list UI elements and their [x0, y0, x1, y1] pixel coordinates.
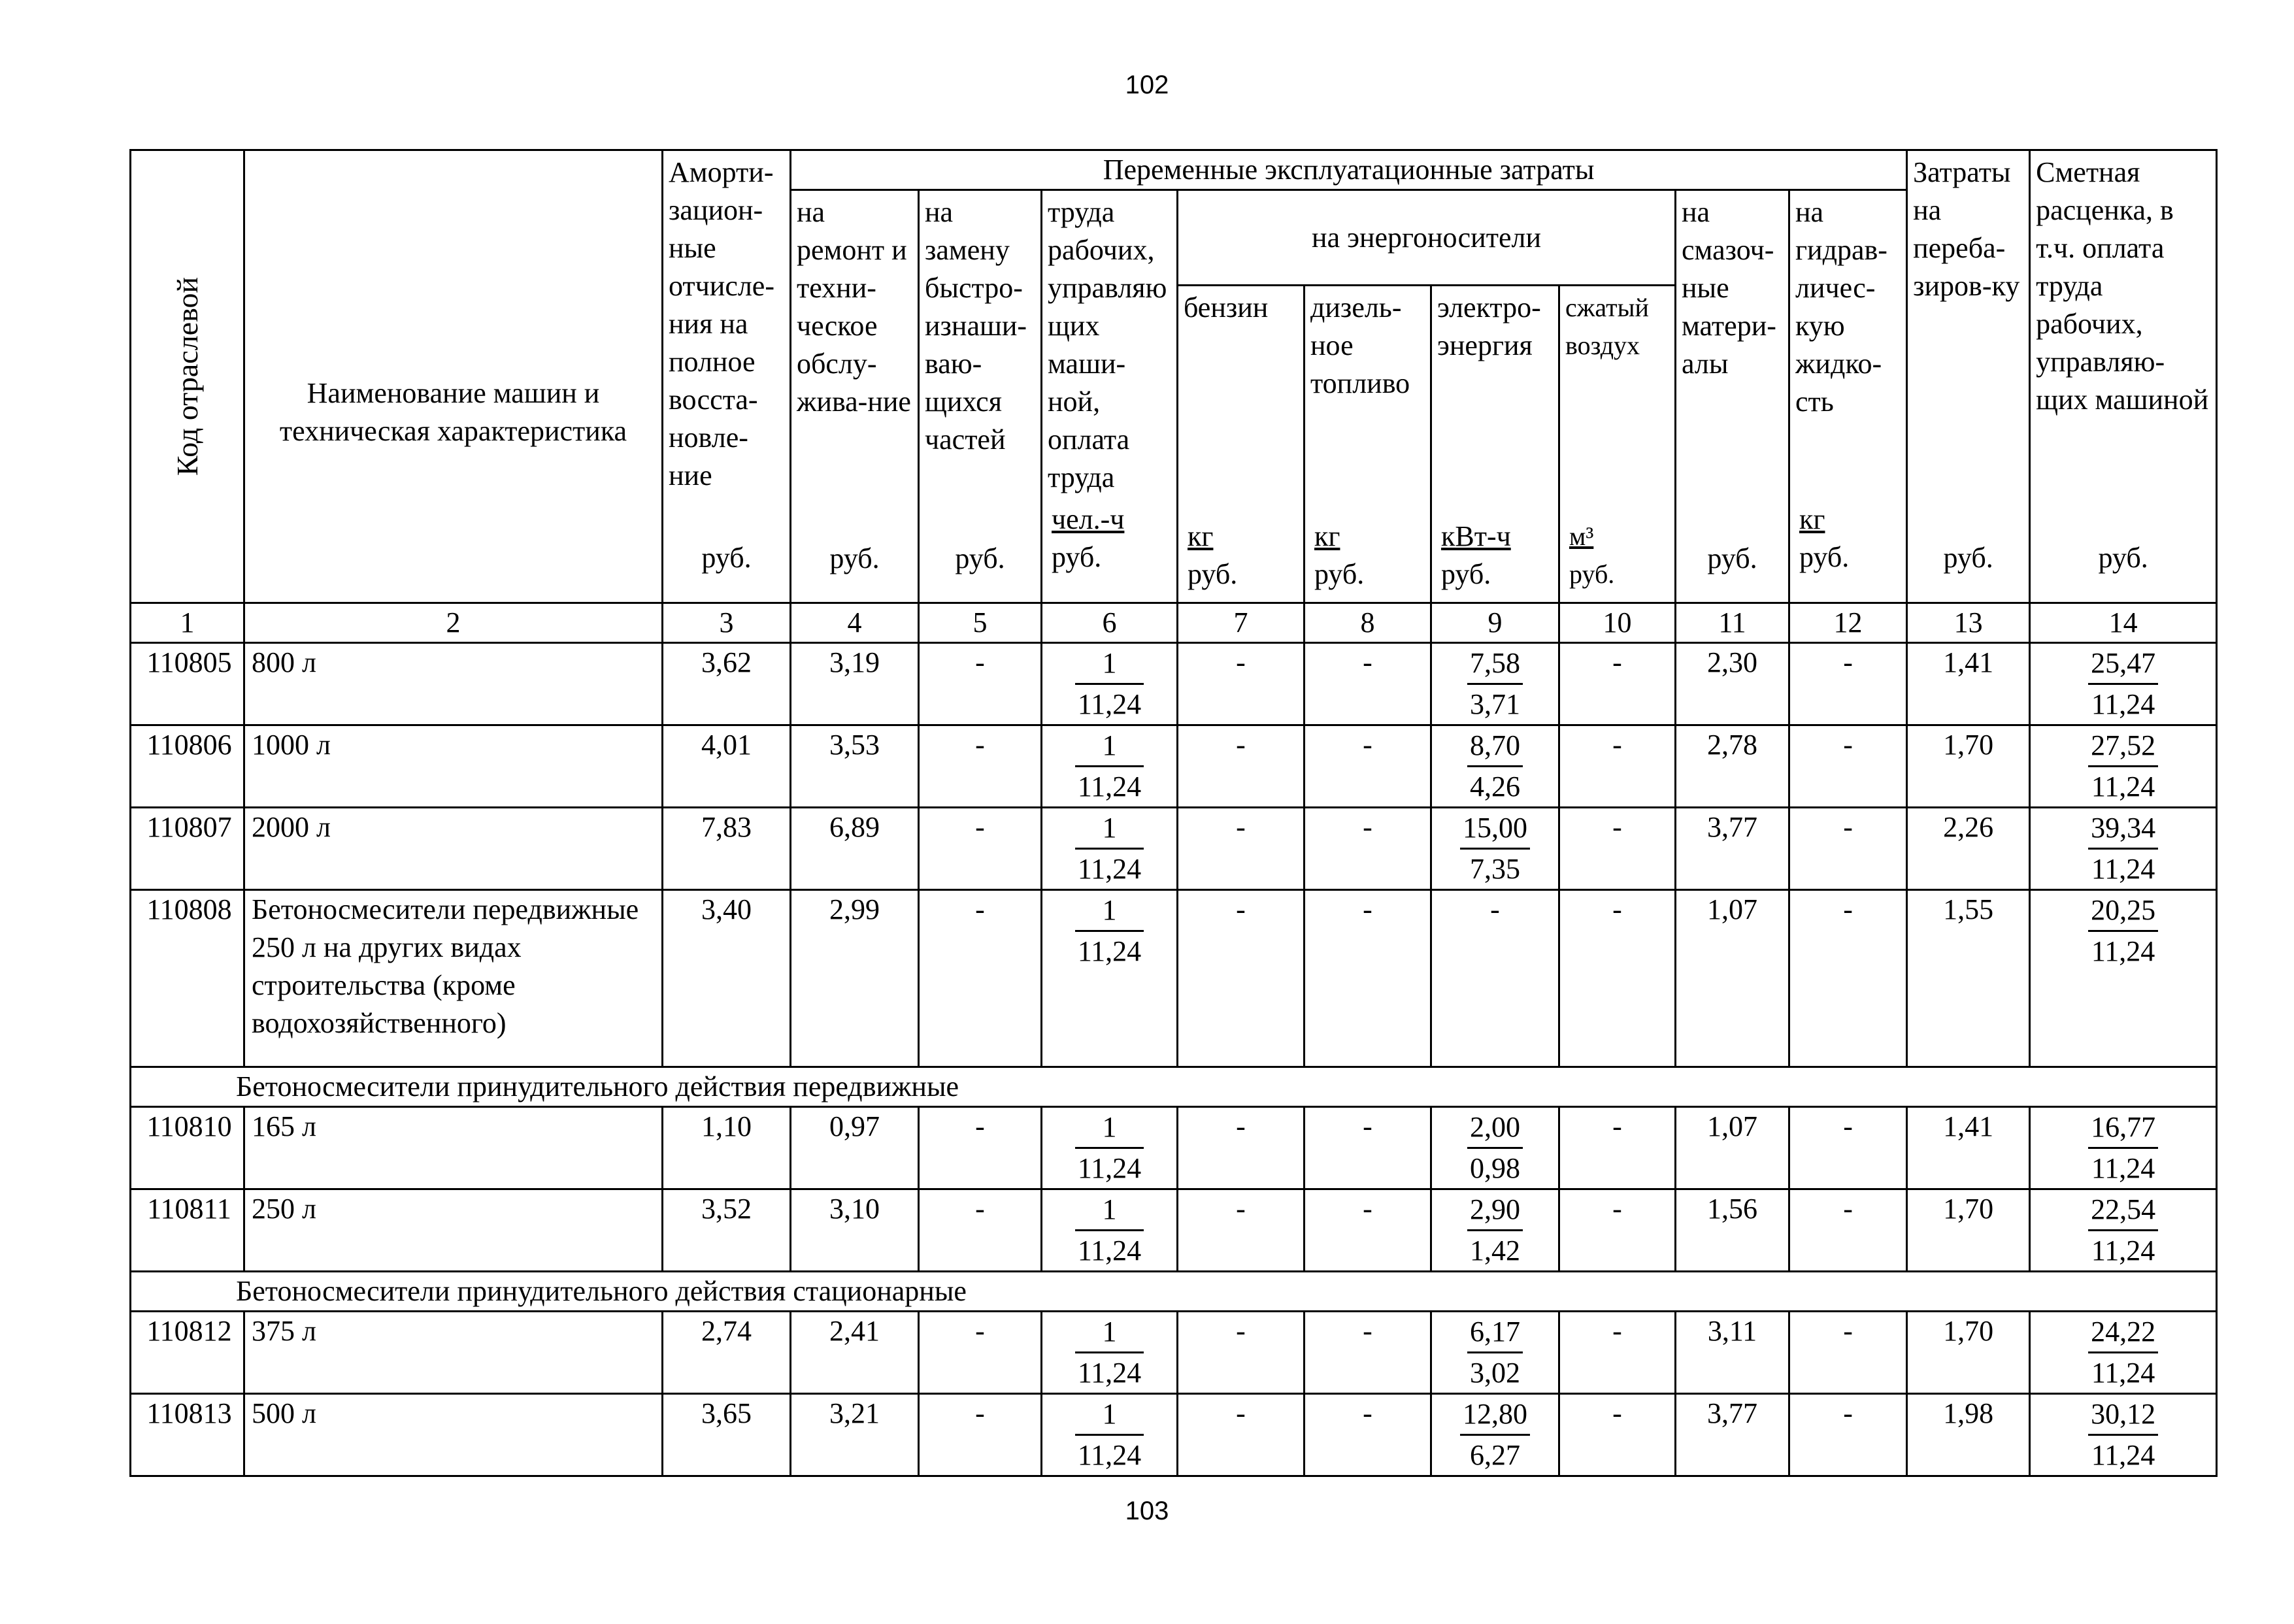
electric-value-denominator: 1,42 — [1470, 1235, 1520, 1267]
rebase-value: 1,41 — [1907, 643, 2030, 725]
estimate-value-denominator: 11,24 — [2091, 1357, 2155, 1389]
rebase-value: 1,41 — [1907, 1107, 2030, 1189]
column-number-row — [131, 603, 2217, 643]
lube-value: 2,78 — [1676, 725, 1789, 808]
section-row — [131, 1272, 2217, 1312]
estimate-value-denominator: 11,24 — [2091, 935, 2155, 967]
amortization-value: 2,74 — [663, 1312, 791, 1394]
column-number: 3 — [663, 603, 791, 643]
column-number: 1 — [131, 603, 244, 643]
labor-value — [1042, 643, 1178, 725]
diesel-value: - — [1305, 1312, 1431, 1394]
electric-value — [1431, 1107, 1559, 1189]
machine-code: 110812 — [131, 1312, 244, 1394]
header-lube: на смазоч-ные матери-алы руб. — [1676, 190, 1789, 603]
electric-value — [1431, 725, 1559, 808]
labor-value-denominator: 11,24 — [1077, 935, 1142, 967]
page-number-bottom: 103 — [1125, 1497, 1169, 1525]
labor-value-numerator: 1 — [1075, 644, 1144, 685]
diesel-value: - — [1305, 643, 1431, 725]
header-energy: на энергоносители — [1178, 190, 1676, 286]
diesel-value: - — [1305, 1394, 1431, 1476]
section-row — [131, 1067, 2217, 1107]
diesel-value: - — [1305, 725, 1431, 808]
machine-cost-table — [129, 149, 2218, 1477]
amortization-value: 3,62 — [663, 643, 791, 725]
replace-value: - — [919, 890, 1042, 1067]
table-row — [131, 643, 2217, 725]
petrol-value: - — [1178, 1394, 1305, 1476]
machine-code: 110811 — [131, 1189, 244, 1272]
estimate-value — [2030, 1189, 2217, 1272]
petrol-value: - — [1178, 643, 1305, 725]
lube-value: 3,77 — [1676, 808, 1789, 890]
machine-name: 800 л — [244, 643, 663, 725]
repair-value: 0,97 — [791, 1107, 919, 1189]
rebase-value: 1,98 — [1907, 1394, 2030, 1476]
amortization-value: 3,40 — [663, 890, 791, 1067]
rebase-value: 1,70 — [1907, 725, 2030, 808]
hydraulic-value: - — [1789, 1394, 1907, 1476]
petrol-value: - — [1178, 725, 1305, 808]
machine-name: 1000 л — [244, 725, 663, 808]
repair-value: 2,41 — [791, 1312, 919, 1394]
amortization-value: 3,52 — [663, 1189, 791, 1272]
column-number: 5 — [919, 603, 1042, 643]
machine-name: 250 л — [244, 1189, 663, 1272]
machine-name: 500 л — [244, 1394, 663, 1476]
air-value: - — [1559, 890, 1676, 1067]
diesel-value: - — [1305, 808, 1431, 890]
estimate-value — [2030, 1312, 2217, 1394]
labor-value — [1042, 890, 1178, 1067]
replace-value: - — [919, 1189, 1042, 1272]
replace-value: - — [919, 1107, 1042, 1189]
header-labor: труда рабочих, управляю щих маши-ной, оплата труда $\frac{\text{чел.-ч}}{\text{руб.}}$ — [1042, 190, 1178, 603]
column-number: 8 — [1305, 603, 1431, 643]
labor-value — [1042, 1189, 1178, 1272]
air-value: - — [1559, 1107, 1676, 1189]
machine-name: 375 л — [244, 1312, 663, 1394]
estimate-value — [2030, 1394, 2217, 1476]
machine-code: 110808 — [131, 890, 244, 1067]
electric-value-numerator: 2,90 — [1467, 1190, 1523, 1231]
lube-value: 1,56 — [1676, 1189, 1789, 1272]
electric-value — [1431, 1312, 1559, 1394]
lube-value: 1,07 — [1676, 890, 1789, 1067]
labor-value — [1042, 1312, 1178, 1394]
column-number: 11 — [1676, 603, 1789, 643]
electric-value-denominator: 3,71 — [1470, 688, 1520, 720]
air-value: - — [1559, 1189, 1676, 1272]
labor-value-numerator: 1 — [1075, 1190, 1144, 1231]
header-replace: на замену быстро-изнаши-ваю-щихся частей руб. — [919, 190, 1042, 603]
hydraulic-value: - — [1789, 643, 1907, 725]
electric-value-denominator: 3,02 — [1470, 1357, 1520, 1389]
estimate-value-numerator: 30,12 — [2088, 1395, 2158, 1436]
diesel-value: - — [1305, 1107, 1431, 1189]
column-number: 4 — [791, 603, 919, 643]
air-value: - — [1559, 1312, 1676, 1394]
air-value: - — [1559, 725, 1676, 808]
lube-value: 3,77 — [1676, 1394, 1789, 1476]
rebase-value: 1,70 — [1907, 1312, 2030, 1394]
column-number: 7 — [1178, 603, 1305, 643]
header-name: Наименование машин и техническая характеристика — [244, 150, 663, 603]
rebase-value: 1,55 — [1907, 890, 2030, 1067]
labor-value-denominator: 11,24 — [1077, 1152, 1142, 1184]
hydraulic-value: - — [1789, 890, 1907, 1067]
machine-code: 110807 — [131, 808, 244, 890]
estimate-value-denominator: 11,24 — [2091, 1439, 2155, 1471]
replace-value: - — [919, 1312, 1042, 1394]
estimate-value-denominator: 11,24 — [2091, 853, 2155, 885]
estimate-value-denominator: 11,24 — [2091, 1152, 2155, 1184]
diesel-value: - — [1305, 1189, 1431, 1272]
electric-value-denominator: 6,27 — [1470, 1439, 1520, 1471]
labor-value-denominator: 11,24 — [1077, 771, 1142, 803]
repair-value: 3,21 — [791, 1394, 919, 1476]
labor-value-numerator: 1 — [1075, 891, 1144, 932]
air-value: - — [1559, 1394, 1676, 1476]
column-number: 12 — [1789, 603, 1907, 643]
estimate-value — [2030, 725, 2217, 808]
estimate-value-numerator: 20,25 — [2088, 891, 2158, 932]
petrol-value: - — [1178, 808, 1305, 890]
labor-value — [1042, 1107, 1178, 1189]
replace-value: - — [919, 1394, 1042, 1476]
lube-value: 2,30 — [1676, 643, 1789, 725]
labor-value — [1042, 725, 1178, 808]
column-number: 2 — [244, 603, 663, 643]
repair-value: 3,10 — [791, 1189, 919, 1272]
estimate-value — [2030, 1107, 2217, 1189]
header-repair: на ремонт и техни-ческое обслу-жива-ние руб. — [791, 190, 919, 603]
machine-name: 165 л — [244, 1107, 663, 1189]
estimate-value — [2030, 890, 2217, 1067]
table-row — [131, 725, 2217, 808]
electric-value-numerator: 2,00 — [1467, 1108, 1523, 1149]
column-number: 13 — [1907, 603, 2030, 643]
replace-value: - — [919, 643, 1042, 725]
electric-value-denominator: 7,35 — [1470, 853, 1520, 885]
estimate-value-numerator: 22,54 — [2088, 1190, 2158, 1231]
air-value: - — [1559, 808, 1676, 890]
electric-value — [1431, 643, 1559, 725]
header-variable-costs: Переменные эксплуатационные затраты — [791, 150, 1907, 190]
estimate-value-numerator: 27,52 — [2088, 726, 2158, 767]
section-title: Бетоносмесители принудительного действия передвижные — [131, 1067, 2217, 1107]
repair-value: 6,89 — [791, 808, 919, 890]
labor-value-denominator: 11,24 — [1077, 688, 1142, 720]
electric-value-numerator: 12,80 — [1460, 1395, 1530, 1436]
amortization-value: 3,65 — [663, 1394, 791, 1476]
electric-value-denominator: 0,98 — [1470, 1152, 1520, 1184]
repair-value: 2,99 — [791, 890, 919, 1067]
replace-value: - — [919, 808, 1042, 890]
replace-value: - — [919, 725, 1042, 808]
machine-code: 110805 — [131, 643, 244, 725]
machine-code: 110806 — [131, 725, 244, 808]
rebase-value: 2,26 — [1907, 808, 2030, 890]
electric-value-numerator: 6,17 — [1467, 1312, 1523, 1353]
header-hydraulic: на гидрав-личес-кую жидко-сть $\frac{кг}{\text{руб.}}$ — [1789, 190, 1907, 603]
header-electric: электро-энергия $\frac{\text{кВт-ч}}{\text{руб.}}$ — [1431, 286, 1559, 603]
electric-value: - — [1431, 890, 1559, 1067]
rebase-value: 1,70 — [1907, 1189, 2030, 1272]
hydraulic-value: - — [1789, 1312, 1907, 1394]
header-diesel: дизель-ное топливо $\frac{кг}{\text{руб.}}$ — [1305, 286, 1431, 603]
machine-name: Бетоносмесители передвижные 250 л на других видах строительства (кроме водохозяйственного) — [244, 890, 663, 1067]
labor-value-numerator: 1 — [1075, 1395, 1144, 1436]
petrol-value: - — [1178, 1312, 1305, 1394]
hydraulic-value: - — [1789, 725, 1907, 808]
machine-code: 110813 — [131, 1394, 244, 1476]
labor-value-numerator: 1 — [1075, 726, 1144, 767]
labor-value-denominator: 11,24 — [1077, 1235, 1142, 1267]
labor-value-denominator: 11,24 — [1077, 1357, 1142, 1389]
repair-value: 3,19 — [791, 643, 919, 725]
column-number: 6 — [1042, 603, 1178, 643]
header-petrol: бензин $\frac{кг}{\text{руб.}}$ — [1178, 286, 1305, 603]
page-number-top: 102 — [1125, 71, 1169, 99]
repair-value: 3,53 — [791, 725, 919, 808]
table-row — [131, 1394, 2217, 1476]
labor-value-numerator: 1 — [1075, 1312, 1144, 1353]
estimate-value-numerator: 39,34 — [2088, 808, 2158, 850]
labor-value-denominator: 11,24 — [1077, 1439, 1142, 1471]
labor-value — [1042, 1394, 1178, 1476]
electric-value-numerator: 15,00 — [1460, 808, 1530, 850]
header-rebase: Затраты на переба-зиров-ку руб. — [1907, 150, 2030, 603]
estimate-value — [2030, 808, 2217, 890]
header-estimate: Сметная расценка, в т.ч. оплата труда рабочих, управляю-щих машиной руб. — [2030, 150, 2217, 603]
labor-value-numerator: 1 — [1075, 1108, 1144, 1149]
petrol-value: - — [1178, 890, 1305, 1067]
estimate-value-numerator: 16,77 — [2088, 1108, 2158, 1149]
amortization-value: 1,10 — [663, 1107, 791, 1189]
column-number: 10 — [1559, 603, 1676, 643]
electric-value-denominator: 4,26 — [1470, 771, 1520, 803]
header-code: Код отраслевой — [131, 150, 244, 603]
labor-value-denominator: 11,24 — [1077, 853, 1142, 885]
header-amort: Аморти-зацион-ные отчисле-ния на полное восста-новле-ние руб. — [663, 150, 791, 603]
estimate-value-numerator: 25,47 — [2088, 644, 2158, 685]
diesel-value: - — [1305, 890, 1431, 1067]
petrol-value: - — [1178, 1107, 1305, 1189]
estimate-value-denominator: 11,24 — [2091, 771, 2155, 803]
electric-value-numerator: 7,58 — [1467, 644, 1523, 685]
electric-value — [1431, 808, 1559, 890]
labor-value-numerator: 1 — [1075, 808, 1144, 850]
column-number: 14 — [2030, 603, 2217, 643]
labor-value — [1042, 808, 1178, 890]
hydraulic-value: - — [1789, 1107, 1907, 1189]
estimate-value — [2030, 643, 2217, 725]
lube-value: 3,11 — [1676, 1312, 1789, 1394]
column-number: 9 — [1431, 603, 1559, 643]
table-row — [131, 808, 2217, 890]
air-value: - — [1559, 643, 1676, 725]
estimate-value-numerator: 24,22 — [2088, 1312, 2158, 1353]
machine-code: 110810 — [131, 1107, 244, 1189]
machine-name: 2000 л — [244, 808, 663, 890]
hydraulic-value: - — [1789, 808, 1907, 890]
table-row — [131, 1312, 2217, 1394]
amortization-value: 4,01 — [663, 725, 791, 808]
table-row — [131, 1189, 2217, 1272]
amortization-value: 7,83 — [663, 808, 791, 890]
table-row — [131, 890, 2217, 1067]
electric-value — [1431, 1394, 1559, 1476]
table-row — [131, 1107, 2217, 1189]
electric-value-numerator: 8,70 — [1467, 726, 1523, 767]
electric-value — [1431, 1189, 1559, 1272]
petrol-value: - — [1178, 1189, 1305, 1272]
hydraulic-value: - — [1789, 1189, 1907, 1272]
lube-value: 1,07 — [1676, 1107, 1789, 1189]
estimate-value-denominator: 11,24 — [2091, 1235, 2155, 1267]
header-air: сжатый воздух $\frac{\text{м³}}{\text{руб.}}$ — [1559, 286, 1676, 603]
section-title: Бетоносмесители принудительного действия стационарные — [131, 1272, 2217, 1312]
estimate-value-denominator: 11,24 — [2091, 688, 2155, 720]
